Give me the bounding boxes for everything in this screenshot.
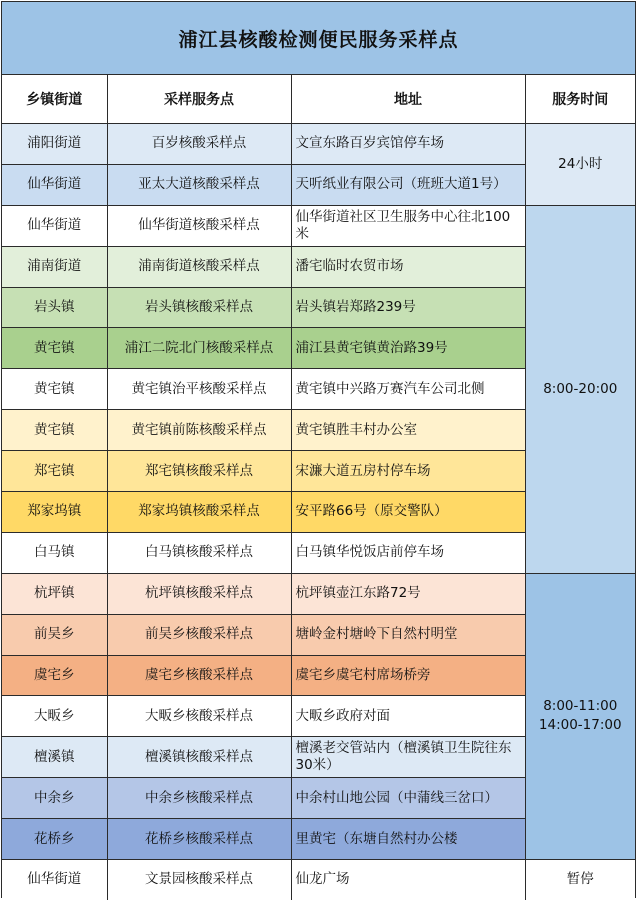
address-cell: 虞宅乡虞宅村席场桥旁 bbox=[291, 655, 525, 696]
town-cell: 仙华街道 bbox=[2, 164, 107, 205]
address-cell: 岩头镇岩郑路239号 bbox=[291, 287, 525, 328]
site-cell: 文景园核酸采样点 bbox=[107, 860, 291, 900]
address-cell: 仙龙广场 bbox=[291, 860, 525, 900]
service-time-cell bbox=[525, 205, 635, 573]
address-cell: 塘岭金村塘岭下自然村明堂 bbox=[291, 614, 525, 655]
town-cell: 大畈乡 bbox=[2, 696, 107, 737]
service-time-line: 8:00-20:00 bbox=[543, 380, 618, 397]
address-cell: 黄宅镇中兴路万赛汽车公司北侧 bbox=[291, 369, 525, 410]
town-cell: 仙华街道 bbox=[2, 205, 107, 246]
town-cell: 黄宅镇 bbox=[2, 328, 107, 369]
site-cell: 中余乡核酸采样点 bbox=[107, 778, 291, 819]
site-cell: 郑宅镇核酸采样点 bbox=[107, 451, 291, 492]
site-cell: 浦江二院北门核酸采样点 bbox=[107, 328, 291, 369]
address-cell: 大畈乡政府对面 bbox=[291, 696, 525, 737]
sites-table bbox=[2, 75, 635, 900]
address-cell: 安平路66号（原交警队） bbox=[291, 492, 525, 533]
town-cell: 岩头镇 bbox=[2, 287, 107, 328]
site-cell: 虞宅乡核酸采样点 bbox=[107, 655, 291, 696]
service-time-line: 24小时 bbox=[558, 155, 603, 172]
site-cell: 黄宅镇前陈核酸采样点 bbox=[107, 410, 291, 451]
address-cell: 宋濂大道五房村停车场 bbox=[291, 451, 525, 492]
service-time-line: 8:00-11:00 bbox=[543, 698, 618, 715]
service-time-cell bbox=[525, 573, 635, 859]
address-cell: 檀溪老交管站内（檀溪镇卫生院往东30米） bbox=[291, 737, 525, 778]
town-cell: 黄宅镇 bbox=[2, 369, 107, 410]
site-cell: 百岁核酸采样点 bbox=[107, 124, 291, 165]
site-cell: 郑家坞镇核酸采样点 bbox=[107, 492, 291, 533]
site-cell: 前吴乡核酸采样点 bbox=[107, 614, 291, 655]
page-title: 浦江县核酸检测便民服务采样点 bbox=[2, 2, 635, 75]
service-time-line: 14:00-17:00 bbox=[538, 717, 622, 734]
table-row bbox=[2, 860, 635, 900]
header-row bbox=[2, 75, 635, 124]
header-address: 地址 bbox=[291, 75, 525, 124]
town-cell: 郑家坞镇 bbox=[2, 492, 107, 533]
town-cell: 虞宅乡 bbox=[2, 655, 107, 696]
address-cell: 天听纸业有限公司（班班大道1号） bbox=[291, 164, 525, 205]
service-time-line: 暂停 bbox=[566, 871, 594, 888]
town-cell: 仙华街道 bbox=[2, 860, 107, 900]
town-cell: 浦南街道 bbox=[2, 246, 107, 287]
town-cell: 浦阳街道 bbox=[2, 124, 107, 165]
site-cell: 岩头镇核酸采样点 bbox=[107, 287, 291, 328]
address-cell: 文宣东路百岁宾馆停车场 bbox=[291, 124, 525, 165]
town-cell: 花桥乡 bbox=[2, 819, 107, 860]
address-cell: 黄宅镇胜丰村办公室 bbox=[291, 410, 525, 451]
site-cell: 大畈乡核酸采样点 bbox=[107, 696, 291, 737]
table-row bbox=[2, 205, 635, 246]
town-cell: 中余乡 bbox=[2, 778, 107, 819]
address-cell: 中余村山地公园（中蒲线三岔口） bbox=[291, 778, 525, 819]
address-cell: 白马镇华悦饭店前停车场 bbox=[291, 532, 525, 573]
header-service-time: 服务时间 bbox=[525, 75, 635, 124]
address-cell: 里黄宅（东塘自然村办公楼 bbox=[291, 819, 525, 860]
site-cell: 檀溪镇核酸采样点 bbox=[107, 737, 291, 778]
table-row bbox=[2, 124, 635, 165]
site-cell: 杭坪镇核酸采样点 bbox=[107, 573, 291, 614]
site-cell: 白马镇核酸采样点 bbox=[107, 532, 291, 573]
town-cell: 白马镇 bbox=[2, 532, 107, 573]
town-cell: 杭坪镇 bbox=[2, 573, 107, 614]
service-time-cell bbox=[525, 860, 635, 900]
site-cell: 黄宅镇治平核酸采样点 bbox=[107, 369, 291, 410]
address-cell: 浦江县黄宅镇黄治路39号 bbox=[291, 328, 525, 369]
table-row bbox=[2, 573, 635, 614]
site-cell: 仙华街道核酸采样点 bbox=[107, 205, 291, 246]
header-site: 采样服务点 bbox=[107, 75, 291, 124]
town-cell: 檀溪镇 bbox=[2, 737, 107, 778]
town-cell: 郑宅镇 bbox=[2, 451, 107, 492]
address-cell: 仙华街道社区卫生服务中心往北100米 bbox=[291, 205, 525, 246]
site-cell: 花桥乡核酸采样点 bbox=[107, 819, 291, 860]
sampling-sites-sheet bbox=[1, 1, 636, 898]
site-cell: 亚太大道核酸采样点 bbox=[107, 164, 291, 205]
service-time-cell bbox=[525, 124, 635, 206]
town-cell: 前吴乡 bbox=[2, 614, 107, 655]
address-cell: 潘宅临时农贸市场 bbox=[291, 246, 525, 287]
address-cell: 杭坪镇壶江东路72号 bbox=[291, 573, 525, 614]
town-cell: 黄宅镇 bbox=[2, 410, 107, 451]
site-cell: 浦南街道核酸采样点 bbox=[107, 246, 291, 287]
header-town: 乡镇街道 bbox=[2, 75, 107, 124]
